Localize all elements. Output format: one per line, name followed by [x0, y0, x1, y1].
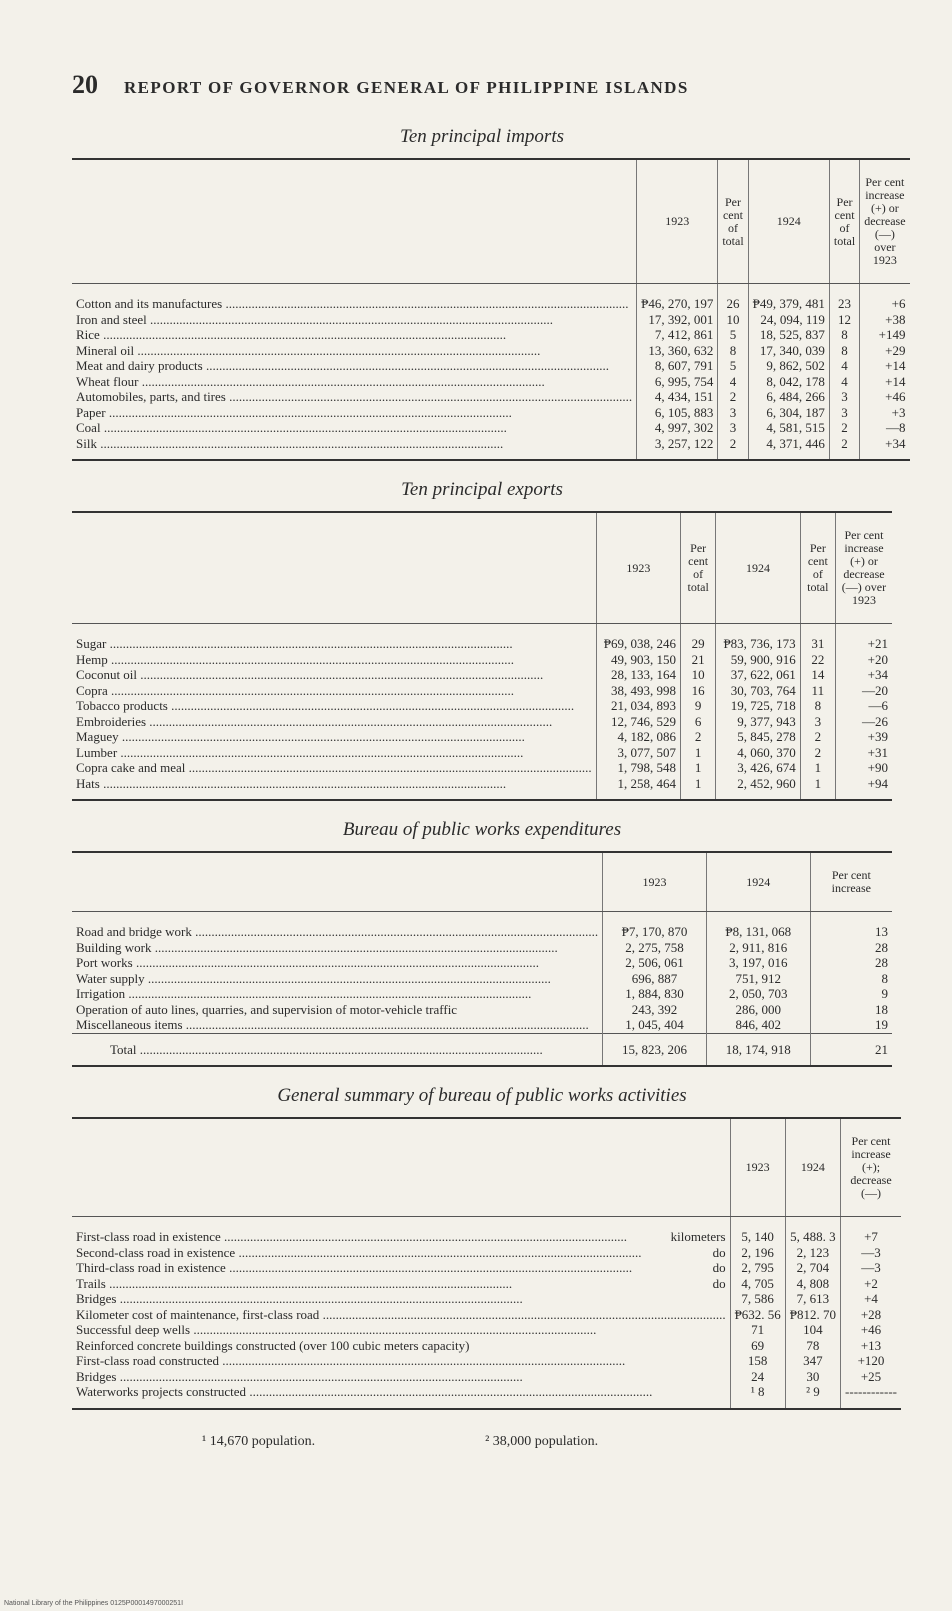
table-cell: 24, 094, 119	[748, 312, 829, 328]
table-cell: 9	[681, 698, 716, 714]
column-header: Per cent of total	[718, 159, 748, 284]
row-label: Port works .....	[72, 955, 603, 971]
table-cell: 21	[681, 652, 716, 668]
table-cell: +28	[841, 1307, 901, 1323]
table-row	[72, 327, 910, 343]
table-cell: 1, 884, 830	[603, 986, 707, 1002]
table-row	[72, 714, 892, 730]
table-cell: 10	[681, 667, 716, 683]
table-cell: 2, 911, 816	[706, 940, 810, 956]
unit-label: do	[709, 1276, 726, 1292]
document-page	[72, 70, 906, 1450]
summary-table	[72, 1117, 901, 1410]
table-cell: 104	[785, 1322, 840, 1338]
row-label-text: Second-class road in existence	[76, 1244, 236, 1260]
column-header: 1924	[706, 852, 810, 912]
row-label-text: Successful deep wells	[76, 1322, 191, 1337]
table-row	[72, 624, 892, 652]
row-label: Silk .....	[72, 436, 637, 461]
table-cell: 2	[800, 745, 835, 761]
column-header	[72, 1118, 730, 1217]
table-row	[72, 1384, 901, 1409]
table-cell: +120	[841, 1353, 901, 1369]
table-cell: 49, 903, 150	[596, 652, 680, 668]
table-cell: 59, 900, 916	[716, 652, 800, 668]
table-cell: 2	[829, 420, 859, 436]
row-label	[72, 1353, 730, 1369]
table-cell: 1, 045, 404	[603, 1017, 707, 1033]
table-cell: +29	[860, 343, 910, 359]
table-row	[72, 1338, 901, 1354]
row-label: Embroideries .....	[72, 714, 596, 730]
table-cell: 243, 392	[603, 1002, 707, 1018]
table-cell: 12	[829, 312, 859, 328]
exports-title: Ten principal exports	[401, 479, 563, 500]
column-header: 1923	[603, 852, 707, 912]
row-label-text: Bridges	[76, 1291, 117, 1306]
table-row	[72, 986, 892, 1002]
table-cell: +46	[860, 389, 910, 405]
imports-table	[72, 158, 910, 461]
table-cell: 4	[829, 358, 859, 374]
column-header	[72, 512, 596, 624]
table-cell: +25	[841, 1369, 901, 1385]
row-label	[72, 1322, 730, 1338]
table-cell: 1	[681, 745, 716, 761]
table-row	[72, 729, 892, 745]
table-cell: 5, 845, 278	[716, 729, 800, 745]
table-cell: 14	[800, 667, 835, 683]
row-label: Copra .....	[72, 683, 596, 699]
column-header: Per cent increase (+) or decrease (—) over 1923	[835, 512, 892, 624]
table-cell: +39	[835, 729, 892, 745]
table-cell: 17, 340, 039	[748, 343, 829, 359]
table-cell: 1, 258, 464	[596, 776, 680, 801]
table-cell: 21	[810, 1033, 892, 1066]
row-label: Maguey .....	[72, 729, 596, 745]
table-row	[72, 1002, 892, 1018]
table-cell: 30	[785, 1369, 840, 1385]
table-cell: 3, 426, 674	[716, 760, 800, 776]
table-cell: 2, 704	[785, 1260, 840, 1276]
table-cell: 6, 995, 754	[637, 374, 718, 390]
total-row	[72, 1033, 892, 1066]
table-cell: 6, 484, 266	[748, 389, 829, 405]
table-row	[72, 940, 892, 956]
table-cell: 6	[681, 714, 716, 730]
table-cell: 18, 525, 837	[748, 327, 829, 343]
table-cell: 3, 077, 507	[596, 745, 680, 761]
table-cell: 1, 798, 548	[596, 760, 680, 776]
table-row	[72, 667, 892, 683]
table-row	[72, 1260, 901, 1276]
table-row	[72, 1291, 901, 1307]
row-label: Mineral oil .....	[72, 343, 637, 359]
table-cell: 28	[810, 955, 892, 971]
table-row	[72, 683, 892, 699]
row-label: Hemp .....	[72, 652, 596, 668]
column-header: 1923	[730, 1118, 785, 1217]
table-cell: 2, 050, 703	[706, 986, 810, 1002]
table-cell: 2	[718, 389, 748, 405]
table-cell: 9	[810, 986, 892, 1002]
footnote: ² 38,000 population.	[485, 1433, 599, 1449]
row-label-text: Kilometer cost of maintenance, first-class road	[76, 1306, 320, 1322]
row-label: Cotton and its manufactures .....	[72, 284, 637, 312]
row-label	[72, 1217, 730, 1245]
table-cell: 24	[730, 1369, 785, 1385]
table-cell: 7, 412, 861	[637, 327, 718, 343]
imports-title: Ten principal imports	[400, 126, 564, 147]
table-cell: 4, 997, 302	[637, 420, 718, 436]
table-cell: 38, 493, 998	[596, 683, 680, 699]
table-cell: 4	[718, 374, 748, 390]
table-cell: +94	[835, 776, 892, 801]
row-label: Meat and dairy products .....	[72, 358, 637, 374]
table-cell: 3	[718, 420, 748, 436]
page-header	[72, 70, 892, 100]
table-cell: 5, 488. 3	[785, 1217, 840, 1245]
table-cell: 4	[829, 374, 859, 390]
table-cell: —3	[841, 1245, 901, 1261]
row-label-text: Reinforced concrete buildings constructed (over 100 cubic meters capacity)	[76, 1337, 470, 1353]
table-cell: 10	[718, 312, 748, 328]
table-cell: 3, 257, 122	[637, 436, 718, 461]
table-cell: +13	[841, 1338, 901, 1354]
summary-title: General summary of bureau of public works activities	[277, 1085, 687, 1106]
table-cell: 8	[829, 343, 859, 359]
table-cell: 3	[800, 714, 835, 730]
table-cell: 18	[810, 1002, 892, 1018]
table-cell: —8	[860, 420, 910, 436]
row-label-text: Bridges	[76, 1368, 117, 1384]
table-cell: 15, 823, 206	[603, 1033, 707, 1066]
row-label-text: First-class road in existence	[76, 1229, 221, 1244]
table-cell: 29	[681, 624, 716, 652]
library-stamp: National Library of the Philippines 0125P0001497000251I	[4, 1600, 184, 1607]
table-cell: 8	[829, 327, 859, 343]
row-label: Coal .....	[72, 420, 637, 436]
table-cell: +21	[835, 624, 892, 652]
column-header: Per cent increase (+); decrease (—)	[841, 1118, 901, 1217]
table-row	[72, 1276, 901, 1292]
row-label	[72, 1245, 730, 1261]
table-cell: 4, 581, 515	[748, 420, 829, 436]
table-cell: 696, 887	[603, 971, 707, 987]
table-cell: ₱7, 170, 870	[603, 912, 707, 940]
table-row	[72, 912, 892, 940]
table-cell: +46	[841, 1322, 901, 1338]
table-row	[72, 358, 910, 374]
summary-section	[72, 1085, 897, 1410]
row-label: Irrigation .....	[72, 986, 603, 1002]
table-cell: +34	[860, 436, 910, 461]
table-cell: 2, 196	[730, 1245, 785, 1261]
row-label	[72, 1291, 730, 1307]
column-header	[72, 159, 637, 284]
table-cell: +149	[860, 327, 910, 343]
table-cell: 4, 371, 446	[748, 436, 829, 461]
table-cell: 158	[730, 1353, 785, 1369]
public-works-section	[72, 819, 892, 1067]
row-label	[72, 1384, 730, 1409]
table-cell: 30, 703, 764	[716, 683, 800, 699]
table-cell: 19, 725, 718	[716, 698, 800, 714]
table-cell: 5, 140	[730, 1217, 785, 1245]
column-header: 1924	[716, 512, 800, 624]
row-label: Miscellaneous items .....	[72, 1017, 603, 1033]
table-row	[72, 1217, 901, 1245]
table-cell: 5	[718, 358, 748, 374]
footnote: ¹ 14,670 population.	[202, 1433, 316, 1449]
table-cell: 2	[718, 436, 748, 461]
column-header: 1923	[637, 159, 718, 284]
table-cell: 18, 174, 918	[706, 1033, 810, 1066]
running-head: REPORT OF GOVERNOR GENERAL OF PHILIPPINE ISLANDS	[124, 78, 689, 97]
table-row	[72, 1353, 901, 1369]
table-cell: ₱8, 131, 068	[706, 912, 810, 940]
table-cell: 13, 360, 632	[637, 343, 718, 359]
table-cell: 347	[785, 1353, 840, 1369]
table-row	[72, 698, 892, 714]
table-cell: 28, 133, 164	[596, 667, 680, 683]
exports-section	[72, 479, 892, 801]
table-cell: 12, 746, 529	[596, 714, 680, 730]
row-label: Tobacco products .....	[72, 698, 596, 714]
row-label: Building work .....	[72, 940, 603, 956]
table-row	[72, 405, 910, 421]
table-row	[72, 971, 892, 987]
row-label	[72, 1369, 730, 1385]
table-cell: 2, 123	[785, 1245, 840, 1261]
row-label-text: Trails	[76, 1275, 106, 1291]
row-label: Sugar .....	[72, 624, 596, 652]
table-cell: 6, 304, 187	[748, 405, 829, 421]
table-cell: 8, 607, 791	[637, 358, 718, 374]
table-cell: —3	[841, 1260, 901, 1276]
table-cell: 6, 105, 883	[637, 405, 718, 421]
table-cell: ₱46, 270, 197	[637, 284, 718, 312]
table-row	[72, 1017, 892, 1033]
unit-label: do	[709, 1245, 726, 1261]
table-cell: +20	[835, 652, 892, 668]
table-cell: 21, 034, 893	[596, 698, 680, 714]
unit-label: kilometers	[667, 1229, 726, 1245]
row-label: Lumber .....	[72, 745, 596, 761]
table-row	[72, 420, 910, 436]
table-cell: 4, 182, 086	[596, 729, 680, 745]
column-header: 1923	[596, 512, 680, 624]
table-cell: 5	[718, 327, 748, 343]
table-cell: 26	[718, 284, 748, 312]
table-row	[72, 1307, 901, 1323]
table-row	[72, 776, 892, 801]
row-label: Automobiles, parts, and tires .....	[72, 389, 637, 405]
table-cell: 16	[681, 683, 716, 699]
column-header: 1924	[785, 1118, 840, 1217]
column-header: Per cent of total	[800, 512, 835, 624]
column-header: Per cent increase	[810, 852, 892, 912]
table-row	[72, 374, 910, 390]
table-row	[72, 652, 892, 668]
row-label: Paper .....	[72, 405, 637, 421]
table-cell: +4	[841, 1291, 901, 1307]
row-label-text: Third-class road in existence	[76, 1260, 226, 1275]
table-row	[72, 760, 892, 776]
row-label: Iron and steel .....	[72, 312, 637, 328]
table-cell: 3	[718, 405, 748, 421]
table-cell: 9, 862, 502	[748, 358, 829, 374]
table-cell: 3, 197, 016	[706, 955, 810, 971]
table-cell: +31	[835, 745, 892, 761]
table-cell: 7, 586	[730, 1291, 785, 1307]
column-header: Per cent increase (+) or decrease (—) over 1923	[860, 159, 910, 284]
table-cell: 3	[829, 389, 859, 405]
table-cell: 13	[810, 912, 892, 940]
row-label-text: First-class road constructed	[76, 1353, 219, 1368]
page-number: 20	[72, 70, 98, 99]
row-label: Rice .....	[72, 327, 637, 343]
table-cell: 4, 434, 151	[637, 389, 718, 405]
table-cell: 1	[681, 776, 716, 801]
table-cell: 8	[800, 698, 835, 714]
table-cell: +38	[860, 312, 910, 328]
table-cell: 2, 452, 960	[716, 776, 800, 801]
table-cell: ₱69, 038, 246	[596, 624, 680, 652]
table-cell: 4, 705	[730, 1276, 785, 1292]
row-label	[72, 1276, 730, 1292]
table-cell: +7	[841, 1217, 901, 1245]
table-cell: 8	[810, 971, 892, 987]
table-cell: 37, 622, 061	[716, 667, 800, 683]
row-label: Hats .....	[72, 776, 596, 801]
row-label: Water supply .....	[72, 971, 603, 987]
table-cell: 751, 912	[706, 971, 810, 987]
table-cell: +2	[841, 1276, 901, 1292]
table-cell: 9, 377, 943	[716, 714, 800, 730]
table-cell: 3	[829, 405, 859, 421]
table-cell: 4, 808	[785, 1276, 840, 1292]
table-cell: 22	[800, 652, 835, 668]
table-cell: ₱49, 379, 481	[748, 284, 829, 312]
row-label-text: Waterworks projects constructed	[76, 1384, 247, 1399]
table-cell: 286, 000	[706, 1002, 810, 1018]
table-cell: 1	[800, 760, 835, 776]
table-row	[72, 284, 910, 312]
table-row	[72, 1245, 901, 1261]
table-cell: 4, 060, 370	[716, 745, 800, 761]
table-cell: ₱812. 70	[785, 1307, 840, 1323]
table-cell: 17, 392, 001	[637, 312, 718, 328]
table-cell: +14	[860, 358, 910, 374]
column-header: Per cent of total	[829, 159, 859, 284]
row-label: Coconut oil .....	[72, 667, 596, 683]
column-header: Per cent of total	[681, 512, 716, 624]
row-label: Wheat flour .....	[72, 374, 637, 390]
table-cell: +3	[860, 405, 910, 421]
table-cell: 69	[730, 1338, 785, 1354]
table-cell: 7, 613	[785, 1291, 840, 1307]
footnotes	[72, 1434, 892, 1450]
public-works-title: Bureau of public works expenditures	[342, 819, 622, 840]
row-label: Road and bridge work .....	[72, 912, 603, 940]
table-cell: 8, 042, 178	[748, 374, 829, 390]
table-cell: +90	[835, 760, 892, 776]
exports-table	[72, 511, 892, 801]
table-row	[72, 745, 892, 761]
table-cell: —26	[835, 714, 892, 730]
table-row	[72, 436, 910, 461]
imports-section	[72, 126, 906, 461]
row-label: Copra cake and meal .....	[72, 760, 596, 776]
table-row	[72, 343, 910, 359]
unit-label: do	[709, 1260, 726, 1276]
table-cell: 71	[730, 1322, 785, 1338]
table-cell: 28	[810, 940, 892, 956]
table-cell: +14	[860, 374, 910, 390]
table-cell: 23	[829, 284, 859, 312]
table-cell: —6	[835, 698, 892, 714]
total-label: Total .....	[72, 1033, 603, 1066]
table-row	[72, 312, 910, 328]
table-cell: 11	[800, 683, 835, 699]
table-row	[72, 955, 892, 971]
column-header	[72, 852, 603, 912]
table-cell: 1	[800, 776, 835, 801]
table-cell: ₱632. 56	[730, 1307, 785, 1323]
table-cell: 19	[810, 1017, 892, 1033]
table-cell: +34	[835, 667, 892, 683]
table-cell: 2, 506, 061	[603, 955, 707, 971]
table-cell: +6	[860, 284, 910, 312]
row-label	[72, 1338, 730, 1354]
table-row	[72, 1369, 901, 1385]
table-cell: 2	[800, 729, 835, 745]
table-cell: 8	[718, 343, 748, 359]
table-cell: 78	[785, 1338, 840, 1354]
table-cell: ------------	[841, 1384, 901, 1409]
table-cell: 31	[800, 624, 835, 652]
table-cell: ¹ 8	[730, 1384, 785, 1409]
table-row	[72, 389, 910, 405]
table-cell: 2	[829, 436, 859, 461]
column-header: 1924	[748, 159, 829, 284]
table-cell: ₱83, 736, 173	[716, 624, 800, 652]
table-cell: ² 9	[785, 1384, 840, 1409]
table-row	[72, 1322, 901, 1338]
table-cell: 846, 402	[706, 1017, 810, 1033]
table-cell: 2	[681, 729, 716, 745]
table-cell: 1	[681, 760, 716, 776]
row-label	[72, 1307, 730, 1323]
public-works-table	[72, 851, 892, 1067]
table-cell: 2, 275, 758	[603, 940, 707, 956]
table-cell: —20	[835, 683, 892, 699]
row-label: Operation of auto lines, quarries, and supervision of motor-vehicle traffic	[76, 1001, 458, 1017]
row-label	[72, 1260, 730, 1276]
table-cell: 2, 795	[730, 1260, 785, 1276]
